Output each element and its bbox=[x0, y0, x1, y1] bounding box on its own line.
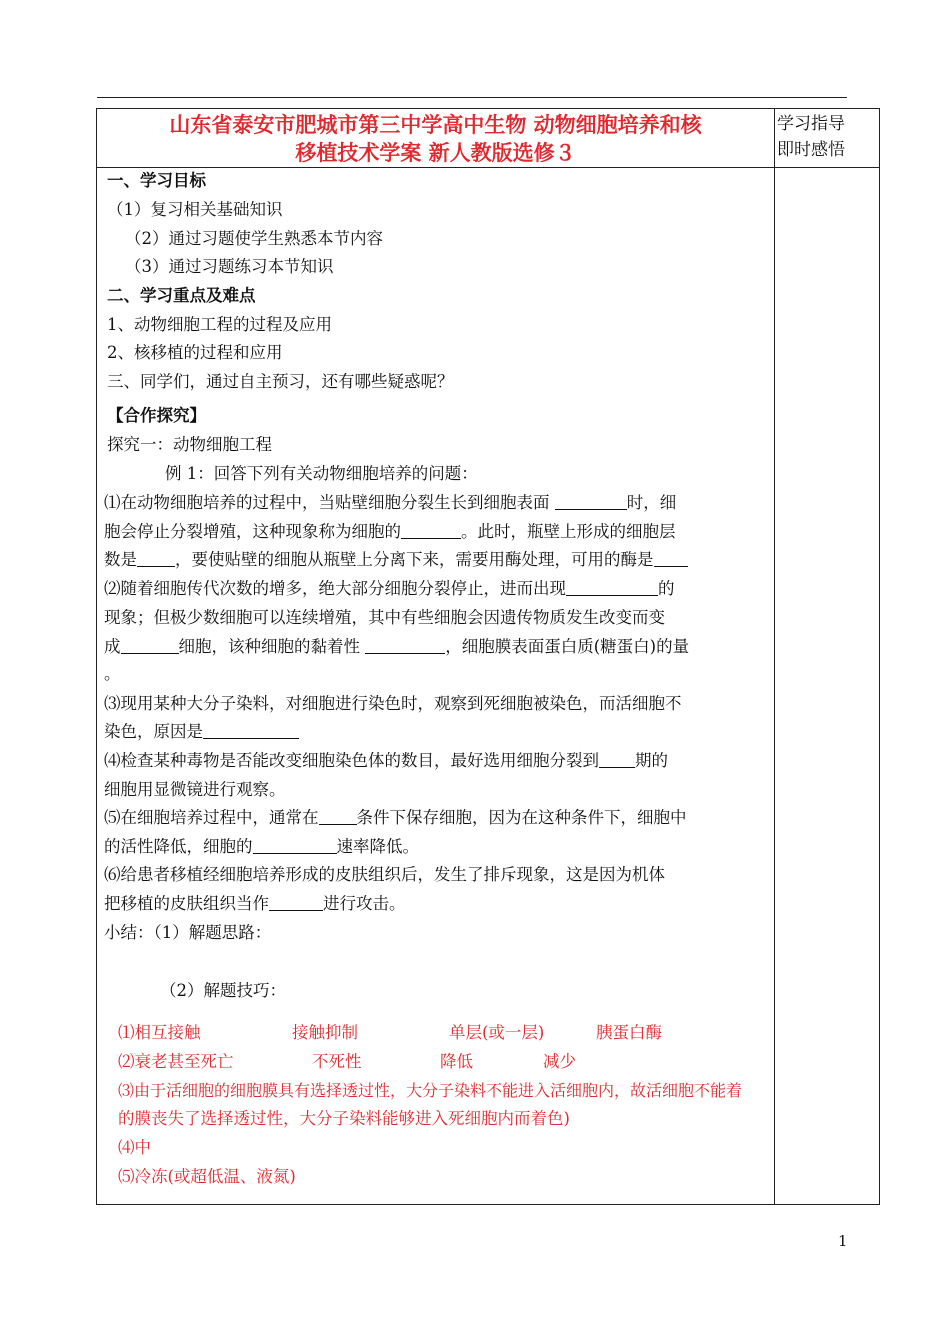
header-divider bbox=[97, 167, 879, 168]
answer-blank[interactable] bbox=[121, 638, 179, 654]
title-line-1: 山东省泰安市肥城市第三中学高中生物 动物细胞培养和核 bbox=[169, 113, 702, 137]
answer-blank[interactable] bbox=[253, 838, 337, 854]
question-3-line-2: 染色，原因是 bbox=[104, 721, 299, 743]
answer-4: ⑷中 bbox=[118, 1138, 151, 1157]
question-3-line-1: ⑶现用某种大分子染料，对细胞进行染色时，观察到死细胞被染色，而活细胞不 bbox=[104, 694, 682, 713]
section-3: 三、同学们，通过自主预习，还有哪些疑惑呢？ bbox=[107, 372, 454, 391]
question-4-line-2: 细胞用显微镜进行观察。 bbox=[104, 780, 286, 799]
question-6-line-1: ⑹给患者移植经细胞培养形成的皮肤组织后，发生了排斥现象，这是因为机体 bbox=[104, 865, 665, 884]
objective-2: （2）通过习题使学生熟悉本节内容 bbox=[125, 229, 383, 248]
keypoint-1: 1、动物细胞工程的过程及应用 bbox=[107, 315, 332, 334]
answer-3-line-1: ⑶由于活细胞的细胞膜具有选择透过性，大分子染料不能进入活细胞内，故活细胞不能着 bbox=[118, 1081, 743, 1100]
answer-blank[interactable] bbox=[599, 752, 635, 768]
objective-1: （1）复习相关基础知识 bbox=[107, 200, 283, 219]
answer-2-part-1: ⑵衰老甚至死亡 bbox=[118, 1052, 234, 1071]
side-header-line-1: 学习指导 bbox=[777, 114, 845, 134]
answer-2-part-2: 不死性 bbox=[312, 1052, 362, 1071]
answer-blank[interactable] bbox=[365, 638, 445, 654]
document-title bbox=[97, 111, 774, 167]
answer-1-part-1: ⑴相互接触 bbox=[118, 1023, 201, 1042]
side-column-header bbox=[775, 111, 881, 163]
keypoint-2: 2、核移植的过程和应用 bbox=[107, 343, 283, 362]
answer-1-part-4: 胰蛋白酶 bbox=[596, 1023, 662, 1042]
question-1-line-3: 数是 ，要使贴壁的细胞从瓶壁上分离下来，需要用酶处理，可用的酶是 bbox=[104, 549, 688, 571]
question-2-line-4: 。 bbox=[104, 664, 121, 683]
question-2-line-3: 成 细胞，该种细胞的黏着性 ，细胞膜表面蛋白质(糖蛋白)的量 bbox=[104, 637, 690, 656]
section-1-heading: 一、学习目标 bbox=[107, 171, 206, 190]
example-1: 例 1：回答下列有关动物细胞培养的问题： bbox=[165, 464, 478, 483]
summary-2: （2）解题技巧： bbox=[160, 981, 286, 1000]
question-5-line-2: 的活性降低，细胞的 速率降低。 bbox=[104, 837, 419, 856]
title-line-2: 移植技术学案 新人教版选修３ bbox=[295, 141, 576, 165]
answer-1-part-2: 接触抑制 bbox=[292, 1023, 358, 1042]
question-2-line-1: ⑵随着细胞传代次数的增多，绝大部分细胞分裂停止，进而出现 的 bbox=[104, 579, 675, 598]
answer-blank[interactable] bbox=[555, 494, 627, 510]
answer-3-line-2: 的膜丧失了选择透过性，大分子染料能够进入死细胞内而着色) bbox=[118, 1109, 570, 1128]
answer-blank[interactable] bbox=[319, 809, 357, 825]
page-number: 1 bbox=[838, 1232, 848, 1250]
question-1-line-2: 胞会停止分裂增殖，这种现象称为细胞的 。此时，瓶壁上形成的细胞层 bbox=[104, 522, 676, 541]
answer-blank[interactable] bbox=[269, 895, 323, 911]
top-rule bbox=[97, 97, 847, 98]
summary-1: 小结：（1）解题思路： bbox=[104, 923, 272, 942]
column-divider bbox=[774, 109, 775, 1204]
question-4-line-1: ⑷检查某种毒物是否能改变细胞染色体的数目，最好选用细胞分裂到 期的 bbox=[104, 751, 668, 770]
answer-blank[interactable] bbox=[401, 523, 461, 539]
objective-3: （3）通过习题练习本节知识 bbox=[125, 257, 334, 276]
answer-blank[interactable] bbox=[654, 551, 688, 567]
cooperative-heading: 【合作探究】 bbox=[107, 406, 206, 425]
side-header-line-2: 即时感悟 bbox=[777, 140, 845, 160]
answer-blank[interactable] bbox=[203, 723, 299, 739]
question-2-line-2: 现象；但极少数细胞可以连续增殖，其中有些细胞会因遗传物质发生改变而变 bbox=[104, 608, 665, 627]
answer-blank[interactable] bbox=[137, 551, 175, 567]
explore-1: 探究一：动物细胞工程 bbox=[107, 435, 272, 454]
answer-1-part-3: 单层(或一层) bbox=[449, 1023, 545, 1042]
answer-2-part-3: 降低 bbox=[440, 1052, 473, 1071]
answer-5: ⑸冷冻(或超低温、液氮) bbox=[118, 1167, 296, 1186]
answer-blank[interactable] bbox=[566, 580, 658, 596]
question-1-line-1: ⑴在动物细胞培养的过程中，当贴壁细胞分裂生长到细胞表面 时，细 bbox=[104, 493, 677, 512]
question-5-line-1: ⑸在细胞培养过程中，通常在 条件下保存细胞，因为在这种条件下，细胞中 bbox=[104, 808, 687, 827]
question-6-line-2: 把移植的皮肤组织当作 进行攻击。 bbox=[104, 894, 406, 913]
answer-2-part-4: 减少 bbox=[543, 1052, 576, 1071]
section-2-heading: 二、学习重点及难点 bbox=[107, 286, 256, 305]
